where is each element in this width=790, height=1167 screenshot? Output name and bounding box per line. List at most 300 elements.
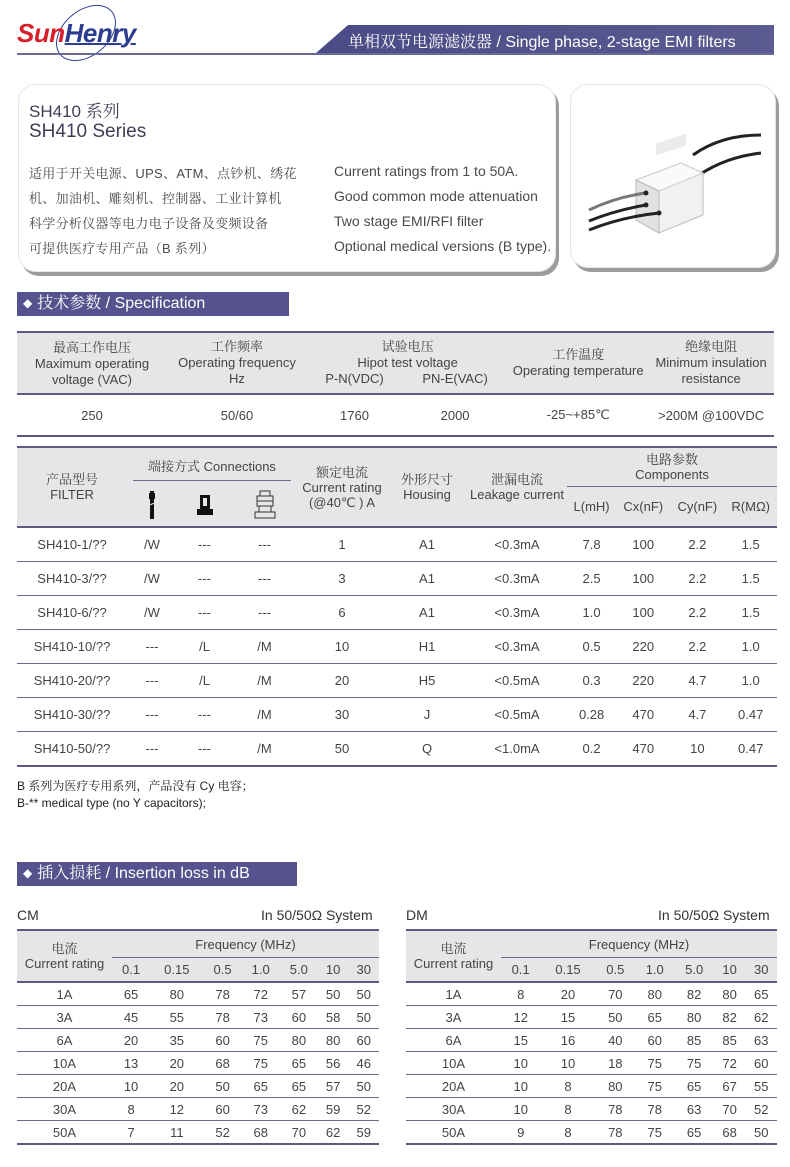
cell-cy: 2.2 [670, 596, 724, 630]
cell-l: 0.3 [567, 664, 616, 698]
cell-db: 70 [280, 1121, 318, 1145]
header-l: L(mH) [573, 499, 610, 514]
cell-db: 73 [242, 1098, 280, 1121]
cell-conn-tab: --- [177, 732, 232, 767]
header-line: Current rating [413, 956, 494, 971]
cell-conn-tab: --- [177, 562, 232, 596]
cell-db: 65 [280, 1075, 318, 1098]
header-hipot-pne: PN-E(VAC) [422, 371, 488, 386]
freq-col: 0.5 [606, 962, 625, 977]
cell-db: 85 [714, 1029, 746, 1052]
logo-text-henry: Henry [64, 18, 136, 48]
cell-db: 45 [112, 1006, 150, 1029]
header-connections [127, 447, 297, 487]
cell-current: 50 [297, 732, 387, 767]
cell-db: 63 [674, 1098, 713, 1121]
cell-db: 65 [242, 1075, 280, 1098]
cell-db: 15 [540, 1006, 595, 1029]
cell-model: SH410-6/?? [17, 596, 127, 630]
cell-leakage: <0.3mA [467, 630, 567, 664]
cell-db: 57 [318, 1075, 349, 1098]
header-current-rating [17, 930, 112, 982]
cell-db: 8 [540, 1121, 595, 1145]
cell-db: 80 [150, 982, 203, 1006]
header-line: Maximum operating [34, 356, 150, 371]
freq-col: 30 [753, 962, 769, 977]
cell-leakage: <0.5mA [467, 664, 567, 698]
section-banner-insertion-loss [17, 862, 297, 886]
description-cn-line: 适用于开关电源、UPS、ATM、点钞机、绣花 [29, 166, 297, 181]
cell-db: 78 [204, 1006, 242, 1029]
section-banner-specification [17, 292, 289, 316]
header-line: FILTER [50, 487, 94, 502]
cell-db: 35 [150, 1029, 203, 1052]
description-cn-line: 可提供医疗专用产品（B 系列） [29, 241, 215, 256]
header-line: 工作频率 [210, 339, 263, 354]
cell-db: 10 [501, 1075, 540, 1098]
freq-col: 10 [325, 962, 341, 977]
cell-db: 62 [280, 1098, 318, 1121]
header-line: voltage (VAC) [52, 372, 132, 387]
header-components [567, 447, 777, 487]
cell-cy: 10 [670, 732, 724, 767]
header-line: 电流 [51, 941, 78, 956]
table-row [406, 982, 777, 1006]
brand-logo [17, 18, 136, 49]
cell-r: 0.47 [724, 732, 777, 767]
value-hipot-pne: 2000 [440, 407, 470, 423]
value-temperature: -25~+85℃ [546, 407, 610, 422]
cell-current: 3 [297, 562, 387, 596]
cell-l: 0.28 [567, 698, 616, 732]
value-hipot-pn: 1760 [340, 407, 369, 423]
cell-model: SH410-30/?? [17, 698, 127, 732]
description-cn-line: 机、加油机、雕刻机、控制器、工业计算机 [29, 191, 282, 206]
cell-current: 1A [406, 982, 501, 1006]
cell-db: 65 [280, 1052, 318, 1075]
header-line: Housing [403, 487, 451, 502]
page-title: 单相双节电源滤波器 / Single phase, 2-stage EMI filters [348, 34, 736, 51]
solder-tab-icon [177, 487, 232, 527]
cm-label: CM [17, 907, 39, 923]
cell-db: 85 [674, 1029, 713, 1052]
cell-db: 73 [242, 1006, 280, 1029]
header-rule-bottom [17, 53, 774, 55]
cell-db: 18 [596, 1052, 635, 1075]
header-line: 泄漏电流 [490, 472, 543, 487]
cell-db: 16 [540, 1029, 595, 1052]
cm-insertion-loss-table [17, 929, 379, 1145]
cell-db: 52 [348, 1098, 379, 1121]
cell-conn-screw: /M [232, 664, 297, 698]
header-line: Frequency (MHz) [501, 937, 777, 958]
cell-l: 7.8 [567, 527, 616, 562]
table-row [17, 562, 777, 596]
table-row [406, 1121, 777, 1145]
cell-db: 60 [204, 1098, 242, 1121]
cell-db: 52 [204, 1121, 242, 1145]
cell-conn-tab: /L [177, 630, 232, 664]
cell-db: 65 [674, 1121, 713, 1145]
cell-db: 55 [745, 1075, 777, 1098]
cell-cx: 100 [616, 527, 670, 562]
cell-db: 59 [348, 1121, 379, 1145]
cell-cy: 4.7 [670, 664, 724, 698]
cell-conn-wire: --- [127, 664, 177, 698]
cell-r: 1.0 [724, 664, 777, 698]
cell-db: 59 [318, 1098, 349, 1121]
cell-cx: 100 [616, 562, 670, 596]
cell-current: 10A [406, 1052, 501, 1075]
cell-db: 65 [112, 982, 150, 1006]
cell-db: 60 [204, 1029, 242, 1052]
product-photo-panel [570, 84, 776, 268]
table-row [17, 982, 379, 1006]
cell-current: 6A [17, 1029, 112, 1052]
header-current [297, 447, 387, 527]
cell-current: 10A [17, 1052, 112, 1075]
header-line: resistance [681, 371, 741, 386]
header-insulation [648, 332, 774, 394]
cell-conn-screw: --- [232, 562, 297, 596]
cell-db: 60 [348, 1029, 379, 1052]
cell-current: 30 [297, 698, 387, 732]
table-row [406, 1075, 777, 1098]
header-line: Components [635, 467, 709, 482]
table-row [17, 1006, 379, 1029]
cell-db: 58 [318, 1006, 349, 1029]
cell-db: 75 [242, 1029, 280, 1052]
table-row [17, 1075, 379, 1098]
cell-conn-screw: --- [232, 596, 297, 630]
cell-cx: 470 [616, 732, 670, 767]
cell-model: SH410-1/?? [17, 527, 127, 562]
table-row [17, 630, 777, 664]
freq-col: 0.1 [122, 962, 141, 977]
cell-current: 20A [17, 1075, 112, 1098]
cell-leakage: <0.3mA [467, 562, 567, 596]
table-row [17, 527, 777, 562]
note-en: B-** medical type (no Y capacitors); [17, 796, 206, 810]
cell-db: 70 [596, 982, 635, 1006]
cell-conn-screw: --- [232, 527, 297, 562]
cell-cx: 220 [616, 630, 670, 664]
cell-cx: 470 [616, 698, 670, 732]
cell-db: 20 [150, 1075, 203, 1098]
cell-housing: H5 [387, 664, 467, 698]
feature-line: Good common mode attenuation [334, 188, 538, 204]
cell-housing: J [387, 698, 467, 732]
cell-db: 75 [635, 1052, 674, 1075]
cell-db: 57 [280, 982, 318, 1006]
cell-db: 62 [745, 1006, 777, 1029]
cell-db: 65 [674, 1075, 713, 1098]
header-line: Minimum insulation [655, 355, 767, 370]
cell-db: 68 [242, 1121, 280, 1145]
section-title: 技术参数 / Specification [37, 295, 206, 312]
header-line: 工作温度 [552, 347, 605, 362]
description-cn-line: 科学分析仪器等电力电子设备及变频设备 [29, 216, 269, 231]
header-leakage [467, 447, 567, 527]
cell-conn-wire: --- [127, 732, 177, 767]
header-temperature [508, 332, 648, 394]
cell-conn-tab: --- [177, 527, 232, 562]
header-line: 电流 [440, 941, 467, 956]
cell-db: 12 [501, 1006, 540, 1029]
wire-lead-icon [127, 487, 177, 527]
freq-col: 5.0 [685, 962, 704, 977]
freq-col: 0.15 [164, 962, 190, 977]
freq-col: 0.5 [213, 962, 232, 977]
header-line: 电路参数 [645, 452, 698, 467]
cell-db: 20 [540, 982, 595, 1006]
cell-db: 10 [112, 1075, 150, 1098]
header-cx: Cx(nF) [623, 499, 664, 514]
cell-r: 0.47 [724, 698, 777, 732]
header-line: 试验电压 [381, 339, 434, 354]
dm-label: DM [406, 907, 428, 923]
feature-line: Two stage EMI/RFI filter [334, 213, 484, 229]
cell-db: 46 [348, 1052, 379, 1075]
cell-conn-wire: /W [127, 527, 177, 562]
freq-col: 0.15 [555, 962, 581, 977]
cell-l: 2.5 [567, 562, 616, 596]
cell-db: 8 [112, 1098, 150, 1121]
cell-db: 50 [348, 1006, 379, 1029]
cell-conn-wire: /W [127, 562, 177, 596]
cell-db: 63 [745, 1029, 777, 1052]
cell-cy: 2.2 [670, 630, 724, 664]
cell-db: 56 [318, 1052, 349, 1075]
table-row [17, 1121, 379, 1145]
cell-db: 52 [745, 1098, 777, 1121]
table-row [406, 1029, 777, 1052]
table-row [406, 1052, 777, 1075]
cell-db: 60 [745, 1052, 777, 1075]
cell-db: 10 [501, 1052, 540, 1075]
cell-db: 12 [150, 1098, 203, 1121]
cell-db: 7 [112, 1121, 150, 1145]
cell-housing: A1 [387, 562, 467, 596]
header-line: 最高工作电压 [52, 340, 131, 355]
dm-system-note: In 50/50Ω System [658, 907, 770, 923]
cell-db: 80 [674, 1006, 713, 1029]
cell-conn-tab: /L [177, 664, 232, 698]
header-hipot [307, 332, 508, 371]
feature-line: Current ratings from 1 to 50A. [334, 163, 519, 179]
cell-current: 30A [17, 1098, 112, 1121]
cell-db: 68 [714, 1121, 746, 1145]
note-cn: B 系列为医疗专用系列，产品没有 Cy 电容； [17, 779, 254, 793]
cell-model: SH410-10/?? [17, 630, 127, 664]
cell-db: 13 [112, 1052, 150, 1075]
cell-r: 1.5 [724, 562, 777, 596]
cell-db: 10 [501, 1098, 540, 1121]
header-filter [17, 447, 127, 527]
cell-cy: 2.2 [670, 562, 724, 596]
cell-db: 50 [348, 1075, 379, 1098]
cell-current: 20A [406, 1075, 501, 1098]
header-line: Operating temperature [512, 363, 644, 378]
cell-db: 80 [596, 1075, 635, 1098]
cell-db: 50 [596, 1006, 635, 1029]
cell-conn-screw: /M [232, 630, 297, 664]
table-row [17, 1052, 379, 1075]
emi-filter-product-image [571, 85, 775, 267]
cell-db: 20 [112, 1029, 150, 1052]
header-line: Frequency (MHz) [112, 937, 379, 958]
cell-conn-screw: /M [232, 732, 297, 767]
cell-cy: 4.7 [670, 698, 724, 732]
cell-leakage: <0.3mA [467, 596, 567, 630]
value-insulation: >200M @100VDC [658, 407, 765, 423]
cell-db: 8 [540, 1098, 595, 1121]
cell-db: 10 [540, 1052, 595, 1075]
cell-db: 50 [348, 982, 379, 1006]
value-frequency: 50/60 [220, 407, 254, 423]
header-line: (@40℃ ) A [308, 494, 376, 510]
freq-col: 1.0 [645, 962, 664, 977]
cell-conn-tab: --- [177, 698, 232, 732]
cell-current: 6A [406, 1029, 501, 1052]
cell-db: 82 [714, 1006, 746, 1029]
cell-conn-wire: --- [127, 698, 177, 732]
diamond-bullet-icon: ◆ [23, 866, 33, 880]
cell-db: 72 [242, 982, 280, 1006]
cell-db: 80 [280, 1029, 318, 1052]
cell-model: SH410-20/?? [17, 664, 127, 698]
freq-col: 30 [356, 962, 371, 977]
cell-db: 11 [150, 1121, 203, 1145]
freq-col: 5.0 [289, 962, 308, 977]
cell-r: 1.5 [724, 527, 777, 562]
cell-r: 1.5 [724, 596, 777, 630]
cell-leakage: <0.5mA [467, 698, 567, 732]
cell-db: 75 [242, 1052, 280, 1075]
cell-housing: A1 [387, 527, 467, 562]
table-row [17, 1029, 379, 1052]
cell-conn-wire: /W [127, 596, 177, 630]
freq-col: 10 [722, 962, 737, 977]
dm-insertion-loss-table [406, 929, 777, 1145]
cell-r: 1.0 [724, 630, 777, 664]
cell-db: 9 [501, 1121, 540, 1145]
cell-conn-wire: --- [127, 630, 177, 664]
cell-current: 1 [297, 527, 387, 562]
cell-db: 55 [150, 1006, 203, 1029]
cell-current: 20 [297, 664, 387, 698]
cell-leakage: <0.3mA [467, 527, 567, 562]
cell-db: 20 [150, 1052, 203, 1075]
header-line: Leakage current [470, 487, 564, 502]
cell-db: 8 [540, 1075, 595, 1098]
screw-terminal-icon [232, 487, 297, 527]
header-line: Current rating [302, 479, 382, 495]
header-max-voltage [17, 332, 167, 394]
cell-db: 78 [635, 1098, 674, 1121]
table-row [17, 698, 777, 732]
header-line: Hz [229, 371, 245, 386]
cell-db: 80 [635, 982, 674, 1006]
section-title: 插入损耗 / Insertion loss in dB [37, 865, 250, 882]
specification-table [17, 331, 774, 437]
cell-l: 0.5 [567, 630, 616, 664]
cell-db: 50 [204, 1075, 242, 1098]
series-title-cn: SH410 系列 [29, 102, 120, 121]
header-frequency [112, 930, 379, 958]
header-line: Operating frequency [178, 355, 296, 370]
cell-cx: 100 [616, 596, 670, 630]
header-frequency [501, 930, 777, 958]
cell-db: 67 [714, 1075, 746, 1098]
cell-housing: A1 [387, 596, 467, 630]
cell-db: 80 [318, 1029, 349, 1052]
header-housing [387, 447, 467, 527]
freq-col: 0.1 [511, 962, 530, 977]
cell-conn-tab: --- [177, 596, 232, 630]
cm-system-note: In 50/50Ω System [261, 907, 373, 923]
cell-db: 60 [280, 1006, 318, 1029]
cell-housing: H1 [387, 630, 467, 664]
header-r: R(MΩ) [731, 499, 770, 514]
header-line: 端接方式 Connections [133, 459, 291, 481]
cell-db: 50 [318, 982, 349, 1006]
cell-db: 80 [714, 982, 746, 1006]
freq-col: 1.0 [251, 962, 270, 977]
header-hipot-pn: P-N(VDC) [325, 371, 384, 386]
cell-cx: 220 [616, 664, 670, 698]
cell-db: 65 [745, 982, 777, 1006]
logo-text-sun: Sun [17, 18, 65, 48]
header-line: 产品型号 [45, 472, 98, 487]
table-row [406, 1098, 777, 1121]
diamond-bullet-icon: ◆ [23, 296, 33, 310]
cell-model: SH410-50/?? [17, 732, 127, 767]
cell-current: 30A [406, 1098, 501, 1121]
cell-db: 62 [318, 1121, 349, 1145]
header-cy: Cy(nF) [677, 499, 718, 514]
table-row [17, 596, 777, 630]
cell-db: 72 [714, 1052, 746, 1075]
cell-current: 6 [297, 596, 387, 630]
cell-current: 3A [17, 1006, 112, 1029]
header-line: 额定电流 [315, 464, 368, 480]
cell-current: 10 [297, 630, 387, 664]
cell-db: 78 [596, 1121, 635, 1145]
cell-db: 15 [501, 1029, 540, 1052]
cell-db: 75 [635, 1075, 674, 1098]
cell-l: 0.2 [567, 732, 616, 767]
cell-housing: Q [387, 732, 467, 767]
cell-db: 50 [745, 1121, 777, 1145]
cell-leakage: <1.0mA [467, 732, 567, 767]
header-line: 外形尺寸 [400, 472, 453, 487]
cell-db: 70 [714, 1098, 746, 1121]
header-current-rating [406, 930, 501, 982]
cell-conn-screw: /M [232, 698, 297, 732]
feature-line: Optional medical versions (B type). [334, 238, 552, 254]
cell-db: 8 [501, 982, 540, 1006]
product-table [17, 446, 777, 767]
components-header-block [567, 452, 777, 487]
cell-db: 75 [674, 1052, 713, 1075]
cell-current: 50A [406, 1121, 501, 1145]
cell-db: 78 [204, 982, 242, 1006]
header-frequency [167, 332, 307, 394]
header-line: Current rating [24, 956, 105, 971]
cell-db: 78 [596, 1098, 635, 1121]
cell-current: 1A [17, 982, 112, 1006]
